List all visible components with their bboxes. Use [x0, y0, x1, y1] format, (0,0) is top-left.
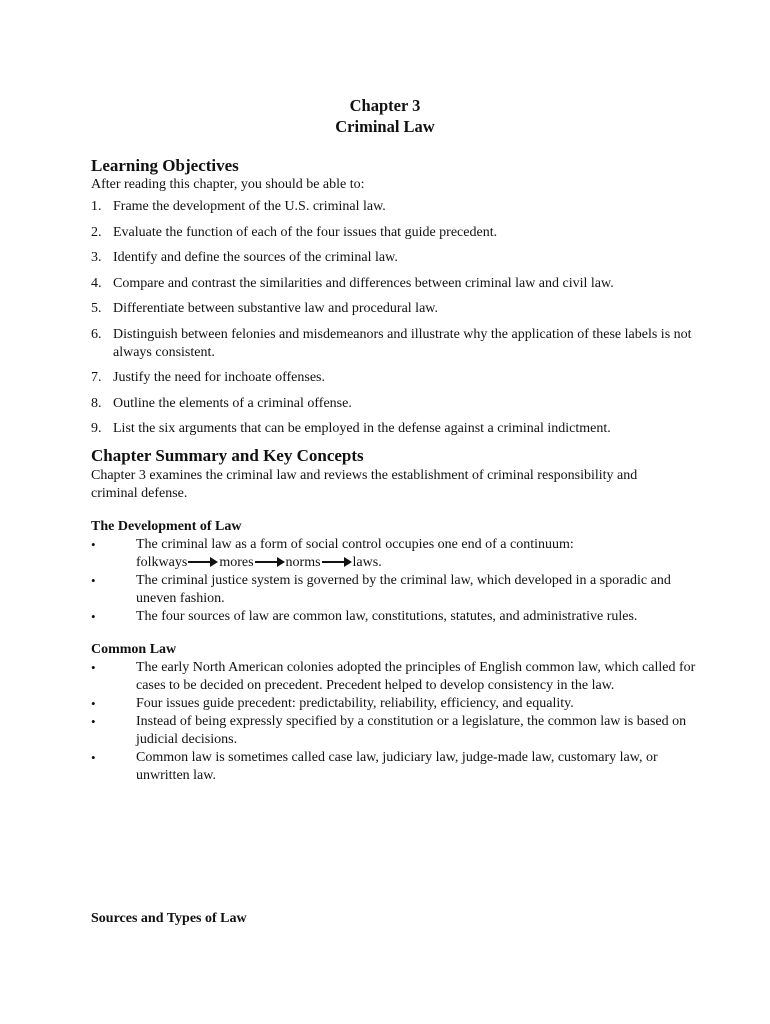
chapter-number: Chapter 3 [349, 96, 421, 115]
objective-number: 5. [91, 301, 102, 316]
objective-number: 2. [91, 224, 102, 240]
list-item-text: Four issues guide precedent: predictability, reliability, efficiency, and equality. [136, 695, 574, 711]
list-item-text: The criminal justice system is governed by the criminal law, which developed in a sporadic and uneven fashion. [136, 572, 671, 606]
common-law-heading: Common Law [91, 641, 177, 657]
development-of-law-list [91, 536, 701, 626]
objective-item [91, 198, 701, 216]
objective-item [91, 420, 701, 438]
objective-item [91, 224, 701, 242]
list-item-text: The four sources of law are common law, constitutions, statutes, and administrative rules. [136, 608, 638, 624]
list-item [91, 749, 701, 785]
objective-text: List the six arguments that can be employed in the defense against a criminal indictment. [113, 421, 611, 436]
objective-number: 9. [91, 421, 102, 436]
continuum-norms: norms [285, 554, 321, 570]
list-item-text: Common law is sometimes called case law, judiciary law, judge-made law, customary law, or unwritten law. [136, 749, 658, 783]
chapter-title: Criminal Law [335, 117, 435, 136]
list-item [91, 659, 701, 695]
chapter-title-block [0, 95, 770, 137]
list-item-text: The criminal law as a form of social control occupies one end of a continuum: [136, 536, 574, 552]
objective-item [91, 275, 701, 293]
bullet-icon: • [91, 659, 96, 675]
bullet-icon: • [91, 713, 96, 729]
objective-number: 7. [91, 370, 102, 385]
objective-number: 1. [91, 199, 102, 214]
objective-item [91, 395, 701, 413]
development-of-law-heading: The Development of Law [91, 518, 242, 534]
bullet-icon: • [91, 695, 96, 711]
arrow-right-icon [255, 557, 285, 567]
objective-text: Compare and contrast the similarities and differences between criminal law and civil law. [113, 275, 614, 291]
objective-item [91, 326, 701, 362]
common-law-list [91, 659, 701, 785]
objective-number: 4. [91, 275, 102, 291]
list-item-text: Instead of being expressly specified by a constitution or a legislature, the common law is based on judicial decisions. [136, 713, 687, 747]
objective-number: 3. [91, 250, 102, 265]
bullet-icon: • [91, 572, 96, 588]
objective-number: 8. [91, 395, 102, 411]
bullet-icon: • [91, 536, 96, 552]
list-item [91, 572, 701, 608]
chapter-content [91, 156, 701, 785]
objective-text: Identify and define the sources of the criminal law. [113, 250, 398, 265]
learning-objectives-list [91, 198, 701, 438]
list-item-text: The early North American colonies adopted the principles of English common law, which called for cases to be decided on precedent. Precedent helped to develop consistency in the law. [136, 659, 696, 693]
learning-objectives-intro: After reading this chapter, you should be able to: [91, 177, 365, 192]
continuum-folkways: folkways [136, 554, 188, 570]
bullet-icon: • [91, 608, 96, 624]
objective-number: 6. [91, 326, 102, 342]
list-item [91, 608, 701, 626]
objective-item [91, 300, 701, 318]
arrow-right-icon [322, 557, 352, 567]
list-item [91, 713, 701, 749]
objective-text: Frame the development of the U.S. criminal law. [113, 199, 386, 214]
objective-text: Differentiate between substantive law and procedural law. [113, 301, 438, 316]
objective-text: Distinguish between felonies and misdemeanors and illustrate why the application of these labels is not always consistent. [113, 326, 692, 360]
objective-text: Outline the elements of a criminal offense. [113, 395, 352, 411]
sources-and-types-heading: Sources and Types of Law [91, 911, 247, 926]
objective-item [91, 249, 701, 267]
objective-text: Evaluate the function of each of the four issues that guide precedent. [113, 224, 498, 240]
continuum-mores: mores [219, 554, 254, 570]
chapter-summary-text: Chapter 3 examines the criminal law and reviews the establishment of criminal responsibility and criminal defense. [91, 467, 638, 501]
objective-item [91, 369, 701, 387]
bullet-icon: • [91, 749, 96, 765]
learning-objectives-heading: Learning Objectives [91, 156, 239, 175]
arrow-right-icon [188, 557, 218, 567]
list-item [91, 695, 701, 713]
continuum-laws: laws. [352, 554, 382, 570]
list-item [91, 536, 701, 572]
objective-text: Justify the need for inchoate offenses. [113, 370, 326, 385]
chapter-summary-heading: Chapter Summary and Key Concepts [91, 445, 364, 465]
